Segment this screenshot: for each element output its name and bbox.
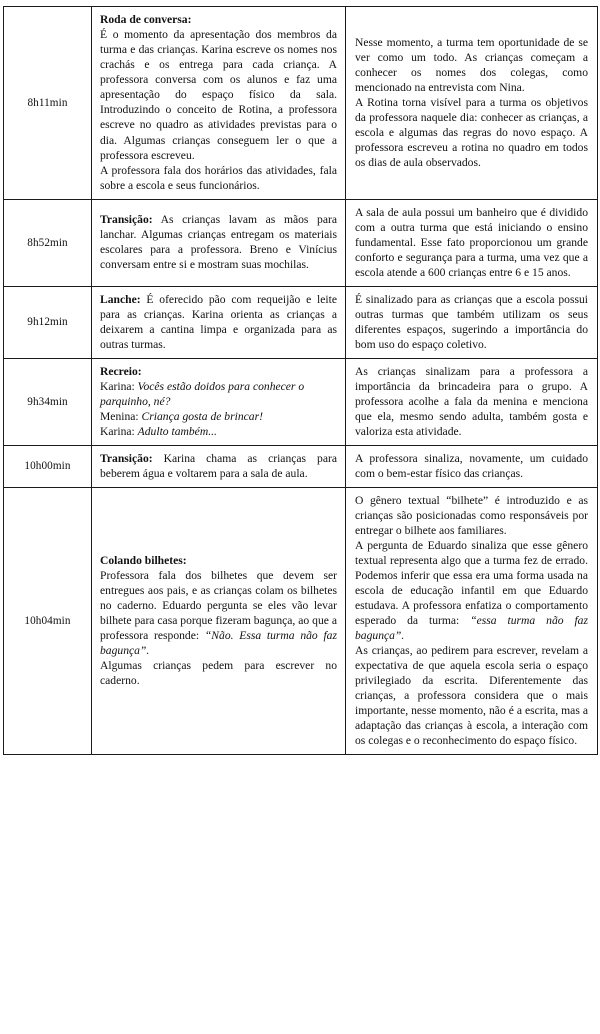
dialogue-quote: Vocês estão doidos para conhecer o parquinho, né?: [100, 379, 305, 408]
description-heading: [100, 364, 337, 379]
row-analysis-cell: [346, 7, 598, 200]
dialogue-quote: Adulto também...: [137, 424, 217, 438]
dialogue-line-2: [100, 409, 337, 424]
observation-table: [3, 6, 598, 755]
description-paragraph: [100, 568, 337, 658]
description-content: [92, 548, 345, 694]
table-row: [4, 358, 598, 445]
description-paragraph: [100, 212, 337, 272]
analysis-paragraph-2: A Rotina torna visível para a turma os objetivos da professora naquele dia: conhecer as crianças, a escola e algumas das regras do novo espaço. A professora escreveu a rotina no quadro em todos os dias de aula observados.: [355, 95, 588, 170]
table-row: [4, 199, 598, 286]
description-content: [92, 287, 345, 358]
time-label: 8h11min: [27, 96, 68, 109]
description-heading-text: Roda de conversa:: [100, 13, 192, 26]
description-heading-text: Lanche:: [100, 292, 141, 306]
row-analysis-cell: [346, 487, 598, 754]
analysis-content: [346, 30, 597, 177]
analysis-paragraph-1: As crianças sinalizam para a professora a importância da brincadeira para o grupo. A professora acolhe a fala da menina e menciona que ela, mesmo sendo adulta, também gosta e valoriza esta atividade.: [355, 364, 588, 438]
analysis-paragraph-1: O gênero textual “bilhete” é introduzido e as crianças são posicionadas como responsáveis por entregar o bilhete aos familiares.: [355, 493, 588, 537]
description-heading-text: Transição:: [100, 213, 153, 227]
time-label: 9h34min: [27, 395, 68, 408]
analysis-paragraph-1: É sinalizado para as crianças que a escola possui outras turmas que também utilizam os seus diferentes espaços, sugerindo a importância do bom uso do espaço coletivo.: [355, 292, 588, 351]
description-body-text: As crianças lavam as mãos para lanchar. Algumas crianças entregam os materiais escolares para a professora. Breno e Vinícius conversam entre si e mostram suas mochilas.: [100, 213, 337, 272]
row-analysis-cell: [346, 286, 598, 358]
description-paragraph: [100, 451, 337, 481]
dialogue-line-1: [100, 379, 337, 409]
analysis-paragraph-1: A sala de aula possui um banheiro que é dividido com a outra turma que está iniciando o ensino fundamental. Esse fato proporcionou um grande conforto e segurança para a turma, uma vez que a escola atende a 600 crianças entre 6 e 15 anos.: [355, 205, 588, 279]
description-body-text: Professora fala dos bilhetes que devem ser entregues aos pais, e as crianças colam os bilhetes no caderno. Eduardo pergunta se eles vão levar bilhete para casa porque fizeram bagunça, ao que a professora responde:: [100, 568, 337, 642]
description-body-text: É oferecido pão com requeijão e leite para as crianças. Karina orienta as crianças a deixarem a cantina limpa e organizada para as outras turmas.: [100, 292, 337, 351]
table-row: [4, 487, 598, 754]
row-description-cell: [92, 487, 346, 754]
description-paragraph: É o momento da apresentação dos membros da turma e das crianças. Karina escreve os nomes nos crachás e os entrega para cada criança. A professora conversa com os alunos e faz uma apresentação do espaço físico da sala. Introduzindo o conceito de Rotina, a professora escreve no quadro as atividades previstas para o dia. Algumas crianças conseguem ler o que a professora escreveu.: [100, 28, 337, 162]
analysis-content: [346, 488, 597, 754]
description-heading-text: Transição:: [100, 451, 153, 465]
time-label: 10h04min: [24, 614, 71, 627]
analysis-body-text: A pergunta de Eduardo sinaliza que esse gênero textual representa algo que a turma fez de errado. Podemos inferir que essa era uma forma usada na escola de educação infantil em que Eduardo estudava. A professora enfatiza o comportamento esperado da turma:: [355, 538, 588, 627]
table-row: [4, 7, 598, 200]
analysis-content: [346, 200, 597, 286]
analysis-paragraph-1: A professora sinaliza, novamente, um cuidado com o bem-estar físico das crianças.: [355, 451, 588, 480]
dialogue-speaker: Karina:: [100, 379, 135, 393]
analysis-content: [346, 359, 597, 445]
analysis-paragraph-3: As crianças, ao pedirem para escrever, revelam a expectativa de que aquela escola seria o espaço privilegiado da escrita. Diferentemente das crianças, a professora considera que o mais importante, nesse momento, não é a escrita, mas a adaptação das crianças à escola, a interação com os colegas e o reconhecimento do espaço físico.: [355, 643, 588, 747]
row-description-cell: [92, 445, 346, 487]
table-row: [4, 286, 598, 358]
dialogue-speaker: Karina:: [100, 424, 135, 438]
description-content: [92, 446, 345, 487]
row-analysis-cell: [346, 358, 598, 445]
table-body: [4, 7, 598, 755]
dialogue-line-3: [100, 424, 337, 439]
row-time-cell: [4, 358, 92, 445]
description-content: [92, 359, 345, 445]
analysis-quote: “essa turma não faz bagunça”.: [355, 613, 588, 642]
row-description-cell: [92, 358, 346, 445]
analysis-content: [346, 287, 597, 358]
row-analysis-cell: [346, 199, 598, 286]
description-paragraph: [100, 292, 337, 352]
description-body-text: Karina chama as crianças para beberem água e voltarem para a sala de aula.: [100, 451, 337, 480]
row-time-cell: [4, 199, 92, 286]
time-label: 9h12min: [27, 316, 68, 329]
row-description-cell: [92, 286, 346, 358]
description-paragraph-2: A professora fala dos horários das atividades, fala sobre a escola e seus funcionários.: [100, 163, 337, 192]
row-time-cell: [4, 487, 92, 754]
analysis-paragraph-1: Nesse momento, a turma tem oportunidade de se ver como um todo. As crianças começam a conhecer os nomes dos colegas, como mencionado na entrevista com Nina.: [355, 35, 588, 94]
row-description-cell: [92, 199, 346, 286]
description-heading-text: Recreio:: [100, 364, 142, 378]
analysis-content: [346, 446, 597, 487]
time-label: 8h52min: [27, 236, 68, 249]
description-quote: “Não. Essa turma não faz bagunça”.: [100, 628, 337, 657]
table-row: [4, 445, 598, 487]
row-analysis-cell: [346, 445, 598, 487]
time-label: 10h00min: [24, 460, 71, 473]
description-heading: [100, 12, 337, 27]
description-heading: [100, 553, 337, 568]
description-heading-text: Colando bilhetes:: [100, 553, 187, 567]
description-paragraph-2: Algumas crianças pedem para escrever no caderno.: [100, 658, 337, 687]
description-content: [92, 7, 345, 199]
analysis-paragraph-2: [355, 538, 588, 643]
row-time-cell: [4, 7, 92, 200]
row-description-cell: [92, 7, 346, 200]
dialogue-speaker: Menina:: [100, 409, 139, 423]
row-time-cell: [4, 286, 92, 358]
description-content: [92, 207, 345, 278]
dialogue-quote: Criança gosta de brincar!: [141, 409, 263, 423]
row-time-cell: [4, 445, 92, 487]
